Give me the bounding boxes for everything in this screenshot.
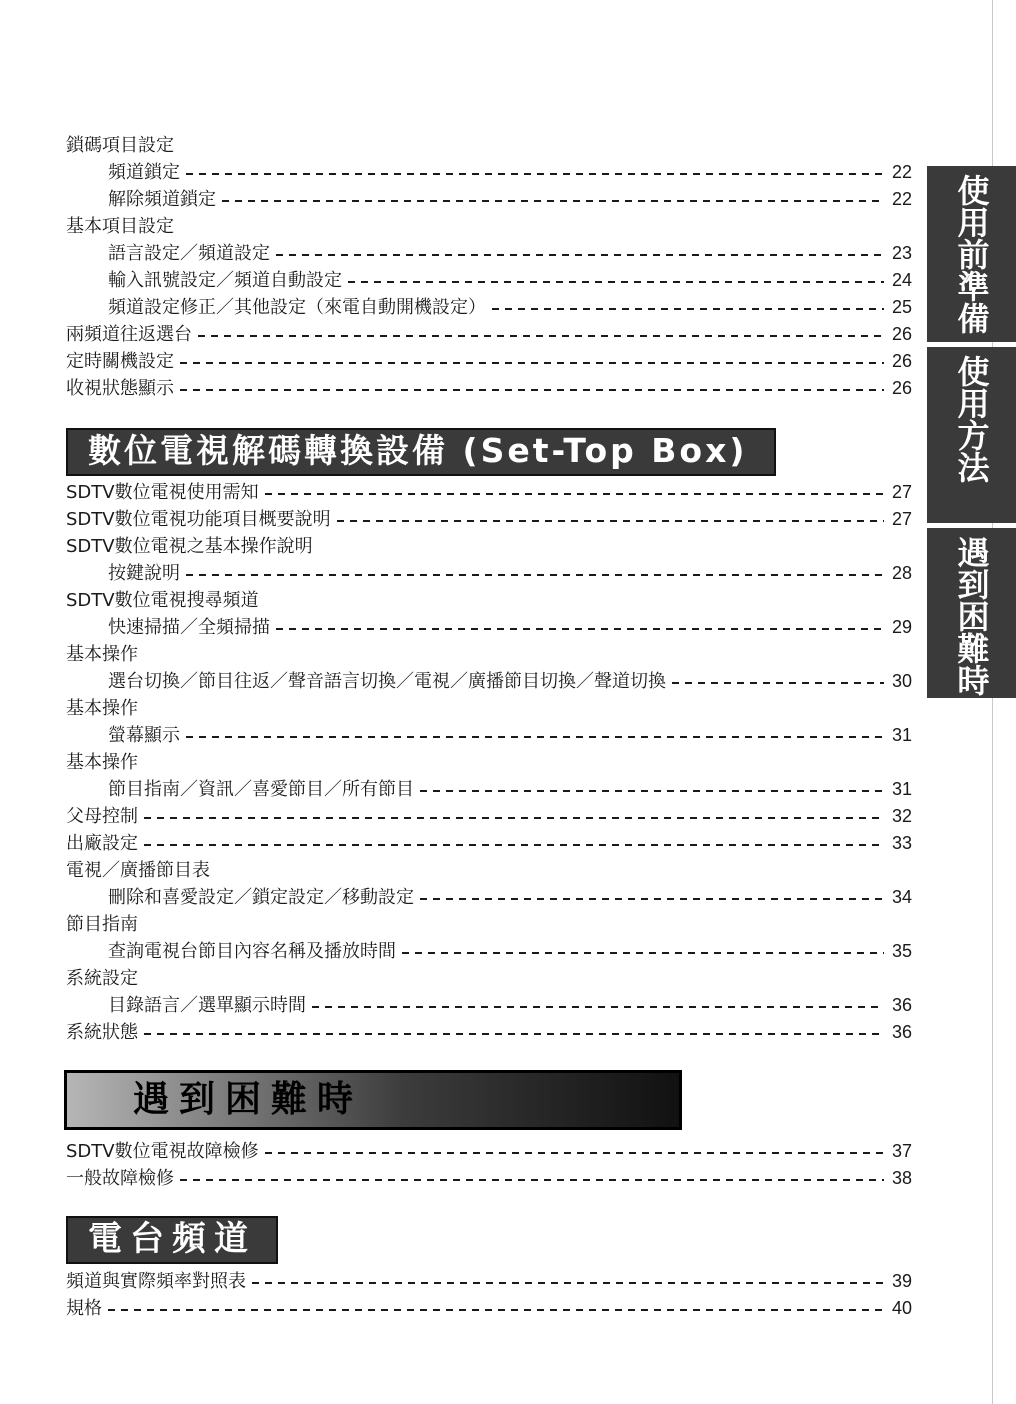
toc-dot-leader [186, 173, 884, 175]
toc-dot-leader [276, 628, 884, 630]
toc-entry[interactable] [66, 614, 912, 641]
toc-section-channels [66, 1268, 912, 1322]
toc-entry[interactable] [66, 267, 912, 294]
section-header-troubleshooting: 遇到困難時 [64, 1070, 682, 1130]
toc-entry[interactable] [66, 159, 912, 186]
toc-entry-label: 父母控制 [66, 806, 138, 827]
toc-dot-leader [144, 817, 884, 819]
toc-dot-leader [420, 790, 884, 792]
toc-group-heading [66, 641, 912, 668]
toc-page-number: 30 [891, 671, 912, 691]
side-tab-strip [927, 166, 1016, 703]
toc-entry[interactable] [66, 186, 912, 213]
toc-dot-leader [492, 308, 884, 310]
toc-page-number: 33 [891, 833, 912, 853]
toc-page-number: 29 [891, 617, 912, 637]
toc-dot-leader [186, 574, 884, 576]
toc-section-troubleshooting [66, 1138, 912, 1192]
toc-entry[interactable] [66, 1138, 912, 1165]
toc-dot-leader [222, 200, 884, 202]
toc-page-number: 27 [891, 509, 912, 529]
toc-page-number: 23 [891, 243, 912, 263]
toc-entry[interactable] [66, 321, 912, 348]
side-tab-preparation[interactable] [927, 166, 1016, 342]
toc-page-number: 26 [891, 378, 912, 398]
toc-section-lock-settings [66, 132, 912, 402]
toc-entry-label: 系統設定 [66, 968, 138, 989]
side-tab-label: 使用方法 [952, 355, 991, 483]
toc-dot-leader [276, 254, 884, 256]
toc-page-number: 22 [891, 162, 912, 182]
toc-page-number: 35 [891, 941, 912, 961]
toc-page-number: 39 [891, 1271, 912, 1291]
toc-page-number: 37 [891, 1141, 912, 1161]
toc-group-heading [66, 965, 912, 992]
toc-entry-label: 輸入訊號設定／頻道自動設定 [108, 270, 342, 291]
toc-entry[interactable] [66, 506, 912, 533]
toc-entry[interactable] [66, 884, 912, 911]
toc-entry-label: 頻道設定修正／其他設定（來電自動開機設定） [108, 297, 486, 318]
toc-group-heading [66, 132, 912, 159]
toc-entry-label: SDTV數位電視使用需知 [66, 482, 259, 503]
toc-entry[interactable] [66, 479, 912, 506]
toc-entry-label: SDTV數位電視功能項目概要說明 [66, 509, 331, 530]
toc-entry[interactable] [66, 722, 912, 749]
toc-dot-leader [186, 736, 884, 738]
toc-entry-label: SDTV數位電視故障檢修 [66, 1141, 259, 1162]
toc-entry-label: 兩頻道往返選台 [66, 324, 192, 345]
toc-page-number: 36 [891, 995, 912, 1015]
toc-entry-label: SDTV數位電視之基本操作說明 [66, 536, 313, 557]
toc-group-heading [66, 533, 912, 560]
toc-section-set-top-box [66, 479, 912, 1046]
toc-page-number: 32 [891, 806, 912, 826]
toc-page-number: 38 [891, 1168, 912, 1188]
toc-entry[interactable] [66, 560, 912, 587]
toc-entry-label: 節目指南 [66, 914, 138, 935]
toc-entry-label: 出廠設定 [66, 833, 138, 854]
toc-dot-leader [265, 493, 884, 495]
toc-entry[interactable] [66, 668, 912, 695]
toc-entry[interactable] [66, 938, 912, 965]
toc-entry-label: 規格 [66, 1298, 102, 1319]
toc-entry[interactable] [66, 992, 912, 1019]
toc-entry-label: 頻道鎖定 [108, 162, 180, 183]
toc-entry[interactable] [66, 240, 912, 267]
toc-page-number: 26 [891, 351, 912, 371]
toc-group-heading [66, 587, 912, 614]
toc-entry[interactable] [66, 1268, 912, 1295]
toc-page-number: 31 [891, 725, 912, 745]
toc-entry-label: 選台切換／節目往返／聲音語言切換／電視／廣播節目切換／聲道切換 [108, 671, 666, 692]
toc-entry[interactable] [66, 776, 912, 803]
toc-dot-leader [180, 362, 884, 364]
toc-group-heading [66, 749, 912, 776]
toc-entry-label: 電視／廣播節目表 [66, 860, 210, 881]
toc-page-number: 25 [891, 297, 912, 317]
toc-group-heading [66, 911, 912, 938]
toc-entry-label: 基本操作 [66, 644, 138, 665]
toc-page-number: 26 [891, 324, 912, 344]
toc-page-number: 24 [891, 270, 912, 290]
toc-entry-label: 目錄語言／選單顯示時間 [108, 995, 306, 1016]
toc-group-heading [66, 695, 912, 722]
toc-entry-label: 查詢電視台節目內容名稱及播放時間 [108, 941, 396, 962]
toc-entry-label: 節目指南／資訊／喜愛節目／所有節目 [108, 779, 414, 800]
toc-entry[interactable] [66, 1165, 912, 1192]
toc-entry[interactable] [66, 348, 912, 375]
toc-entry-label: 刪除和喜愛設定／鎖定設定／移動設定 [108, 887, 414, 908]
toc-entry[interactable] [66, 294, 912, 321]
toc-dot-leader [265, 1152, 884, 1154]
toc-entry-label: 基本操作 [66, 698, 138, 719]
section-header-channels: 電台頻道 [66, 1216, 278, 1264]
toc-entry-label: 基本項目設定 [66, 216, 174, 237]
toc-entry[interactable] [66, 375, 912, 402]
toc-dot-leader [312, 1006, 884, 1008]
toc-entry-label: 按鍵說明 [108, 563, 180, 584]
toc-entry[interactable] [66, 1019, 912, 1046]
toc-dot-leader [252, 1282, 884, 1284]
toc-dot-leader [402, 952, 884, 954]
toc-entry[interactable] [66, 803, 912, 830]
toc-entry-label: 語言設定／頻道設定 [108, 243, 270, 264]
toc-group-heading [66, 857, 912, 884]
toc-entry-label: 收視狀態顯示 [66, 378, 174, 399]
section-header-set-top-box: 數位電視解碼轉換設備 (Set-Top Box) [66, 428, 776, 476]
toc-entry[interactable] [66, 830, 912, 857]
toc-entry-label: 螢幕顯示 [108, 725, 180, 746]
toc-group-heading [66, 213, 912, 240]
toc-dot-leader [180, 1179, 884, 1181]
toc-dot-leader [108, 1309, 884, 1311]
side-tab-usage[interactable] [927, 347, 1016, 523]
side-tab-label: 遇到困難時 [952, 536, 991, 696]
toc-entry-label: 頻道與實際頻率對照表 [66, 1271, 246, 1292]
toc-dot-leader [180, 389, 884, 391]
toc-page-number: 28 [891, 563, 912, 583]
toc-entry-label: 基本操作 [66, 752, 138, 773]
toc-entry-label: 解除頻道鎖定 [108, 189, 216, 210]
toc-page-number: 22 [891, 189, 912, 209]
toc-entry-label: 定時關機設定 [66, 351, 174, 372]
toc-entry-label: 鎖碼項目設定 [66, 135, 174, 156]
toc-page-number: 36 [891, 1022, 912, 1042]
toc-page-number: 31 [891, 779, 912, 799]
toc-dot-leader [348, 281, 884, 283]
toc-page-number: 40 [891, 1298, 912, 1318]
side-tab-troubleshooting[interactable] [927, 528, 1016, 698]
toc-dot-leader [672, 682, 884, 684]
toc-entry[interactable] [66, 1295, 912, 1322]
toc-page-number: 27 [891, 482, 912, 502]
toc-page-number: 34 [891, 887, 912, 907]
toc-dot-leader [144, 844, 884, 846]
toc-entry-label: 一般故障檢修 [66, 1168, 174, 1189]
toc-dot-leader [198, 335, 884, 337]
toc-entry-label: SDTV數位電視搜尋頻道 [66, 590, 259, 611]
toc-entry-label: 快速掃描／全頻掃描 [108, 617, 270, 638]
side-tab-label: 使用前準備 [952, 174, 991, 334]
toc-entry-label: 系統狀態 [66, 1022, 138, 1043]
toc-dot-leader [144, 1033, 884, 1035]
toc-dot-leader [420, 898, 884, 900]
toc-dot-leader [337, 520, 884, 522]
